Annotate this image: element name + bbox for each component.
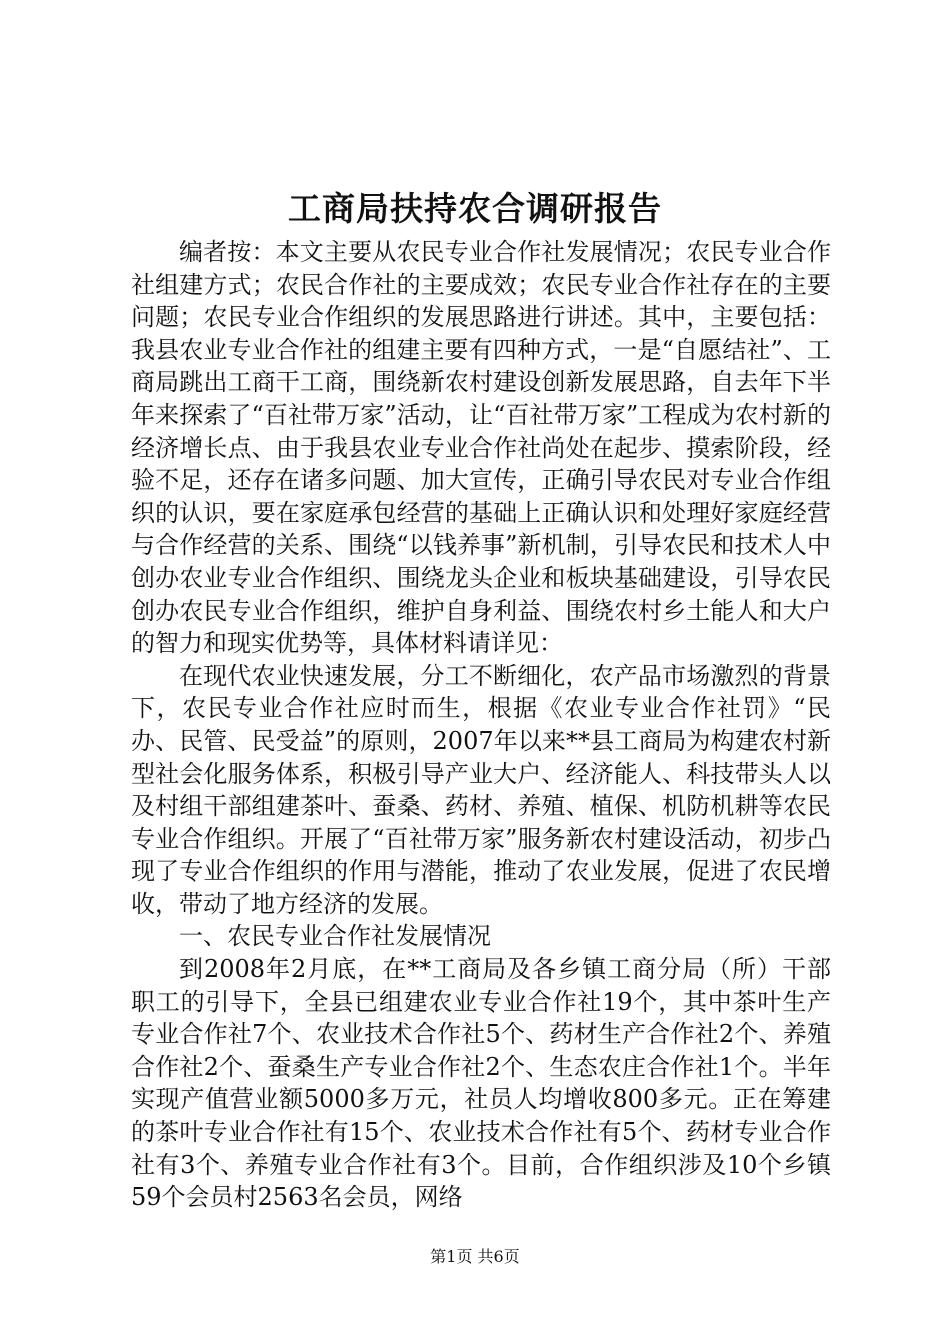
document-title: 工商局扶持农合调研报告 [288,189,662,228]
page-footer: 第1页 共6页 [430,1247,520,1266]
section-heading: 一、农民专业合作社发展情况 [179,922,491,951]
paragraph-intro: 在现代农业快速发展，分工不断细化，农产品市场激烈的背景下，农民专业合作社应时而生，根据《农业专业合作社罚》“民办、民管、民受益”的原则，2007年以来**县工商局为构建农村新型社会化服务体系，积极引导产业大户、经济能人、科技带头人以及村组干部组建茶叶、蚕桑、药材、养殖、植保、机防机耕等农民专业合作组织。开展了“百社带万家”服务新农村建设活动，初步凸现了专业合作组织的作用与潜能，推动了农业发展，促进了农民增收，带动了地方经济的发展。 [131,661,831,918]
document-body [131,236,831,1214]
paragraph-development: 到2008年2月底，在**工商局及各乡镇工商分局（所）干部职工的引导下，全县已组建农业专业合作社19个，其中茶叶生产专业合作社7个、农业技术合作社5个、药材生产合作社2个、养殖合作社2个、蚕桑生产专业合作社2个、生态农庄合作社1个。半年实现产值营业额5000多万元，社员人均增收800多元。正在筹建的茶叶专业合作社有15个、农业技术合作社有5个、药材专业合作社有3个、养殖专业合作社有3个。目前，合作组织涉及10个乡镇59个会员村2563名会员，网络 [131,955,831,1212]
paragraph-editor-note: 编者按：本文主要从农民专业合作社发展情况；农民专业合作社组建方式；农民合作社的主要成效；农民专业合作社存在的主要问题；农民专业合作组织的发展思路进行讲述。其中，主要包括：我县农业专业合作社的组建主要有四种方式，一是“自愿结社”、工商局跳出工商干工商，围绕新农村建设创新发展思路，自去年下半年来探索了“百社带万家”活动，让“百社带万家”工程成为农村新的经济增长点、由于我县农业专业合作社尚处在起步、摸索阶段，经验不足，还存在诸多问题、加大宣传，正确引导农民对专业合作组织的认识，要在家庭承包经营的基础上正确认识和处理好家庭经营与合作经营的关系、围绕“以钱养事”新机制，引导农民和技术人中创办农业专业合作组织、围绕龙头企业和板块基础建设，引导农民创办农民专业合作组织，维护自身利益、围绕农村乡土能人和大户的智力和现实优势等，具体材料请详见： [131,238,831,658]
